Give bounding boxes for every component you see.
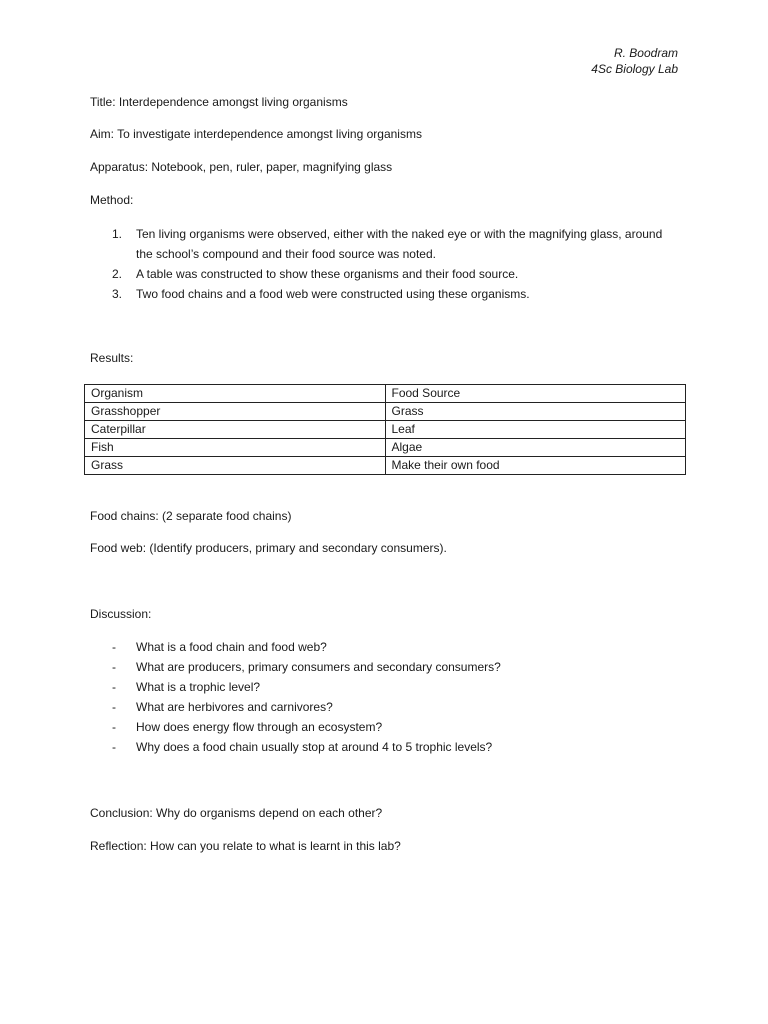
step-number: 3. bbox=[112, 287, 123, 301]
method-step-3 bbox=[112, 284, 672, 304]
step-number: 1. bbox=[112, 227, 123, 241]
results-table bbox=[84, 384, 686, 475]
method-step-1 bbox=[112, 224, 672, 264]
discussion-question: What are producers, primary consumers and secondary consumers? bbox=[136, 660, 501, 674]
author-name: R. Boodram bbox=[613, 46, 678, 60]
document-header bbox=[591, 45, 678, 77]
discussion-item bbox=[112, 679, 260, 695]
discussion-heading: Discussion: bbox=[90, 607, 152, 621]
reflection-line: Reflection: How can you relate to what is learnt in this lab? bbox=[90, 839, 401, 853]
discussion-question: What is a trophic level? bbox=[136, 680, 261, 694]
method-heading: Method: bbox=[90, 193, 134, 207]
discussion-question: What is a food chain and food web? bbox=[136, 640, 327, 654]
table-row bbox=[85, 421, 686, 439]
discussion-question: Why does a food chain usually stop at around 4 to 5 trophic levels? bbox=[136, 740, 493, 754]
food-source-cell: Grass bbox=[385, 403, 686, 421]
organism-cell: Grasshopper bbox=[85, 403, 386, 421]
bullet-dash: - bbox=[112, 700, 116, 714]
bullet-dash: - bbox=[112, 740, 116, 754]
food-web-line: Food web: (Identify producers, primary and secondary consumers). bbox=[90, 541, 447, 555]
food-source-cell: Make their own food bbox=[385, 457, 686, 475]
organism-cell: Caterpillar bbox=[85, 421, 386, 439]
title-line: Title: Interdependence amongst living organisms bbox=[90, 95, 348, 109]
food-source-cell: Algae bbox=[385, 439, 686, 457]
column-header-food-source: Food Source bbox=[385, 385, 686, 403]
food-chains-line: Food chains: (2 separate food chains) bbox=[90, 509, 292, 523]
organism-cell: Fish bbox=[85, 439, 386, 457]
discussion-item bbox=[112, 699, 333, 715]
step-text: Ten living organisms were observed, either with the naked eye or with the magnifying glass, around the school’s compound and their food source was noted. bbox=[136, 227, 663, 261]
discussion-item bbox=[112, 659, 501, 675]
method-step-2 bbox=[112, 264, 672, 284]
discussion-item bbox=[112, 639, 327, 655]
results-heading: Results: bbox=[90, 351, 134, 365]
discussion-question: How does energy flow through an ecosystem? bbox=[136, 720, 383, 734]
step-text: A table was constructed to show these organisms and their food source. bbox=[136, 267, 519, 281]
discussion-item bbox=[112, 739, 492, 755]
aim-line: Aim: To investigate interdependence amongst living organisms bbox=[90, 127, 422, 141]
food-source-cell: Leaf bbox=[385, 421, 686, 439]
bullet-dash: - bbox=[112, 640, 116, 654]
column-header-organism: Organism bbox=[85, 385, 386, 403]
apparatus-line: Apparatus: Notebook, pen, ruler, paper, magnifying glass bbox=[90, 160, 393, 174]
course-name: 4Sc Biology Lab bbox=[591, 62, 678, 76]
discussion-item bbox=[112, 719, 382, 735]
conclusion-line: Conclusion: Why do organisms depend on each other? bbox=[90, 806, 383, 820]
discussion-question: What are herbivores and carnivores? bbox=[136, 700, 333, 714]
table-row bbox=[85, 457, 686, 475]
bullet-dash: - bbox=[112, 720, 116, 734]
bullet-dash: - bbox=[112, 680, 116, 694]
table-row bbox=[85, 403, 686, 421]
bullet-dash: - bbox=[112, 660, 116, 674]
table-header-row bbox=[85, 385, 686, 403]
step-text: Two food chains and a food web were constructed using these organisms. bbox=[136, 287, 530, 301]
table-row bbox=[85, 439, 686, 457]
step-number: 2. bbox=[112, 267, 123, 281]
organism-cell: Grass bbox=[85, 457, 386, 475]
